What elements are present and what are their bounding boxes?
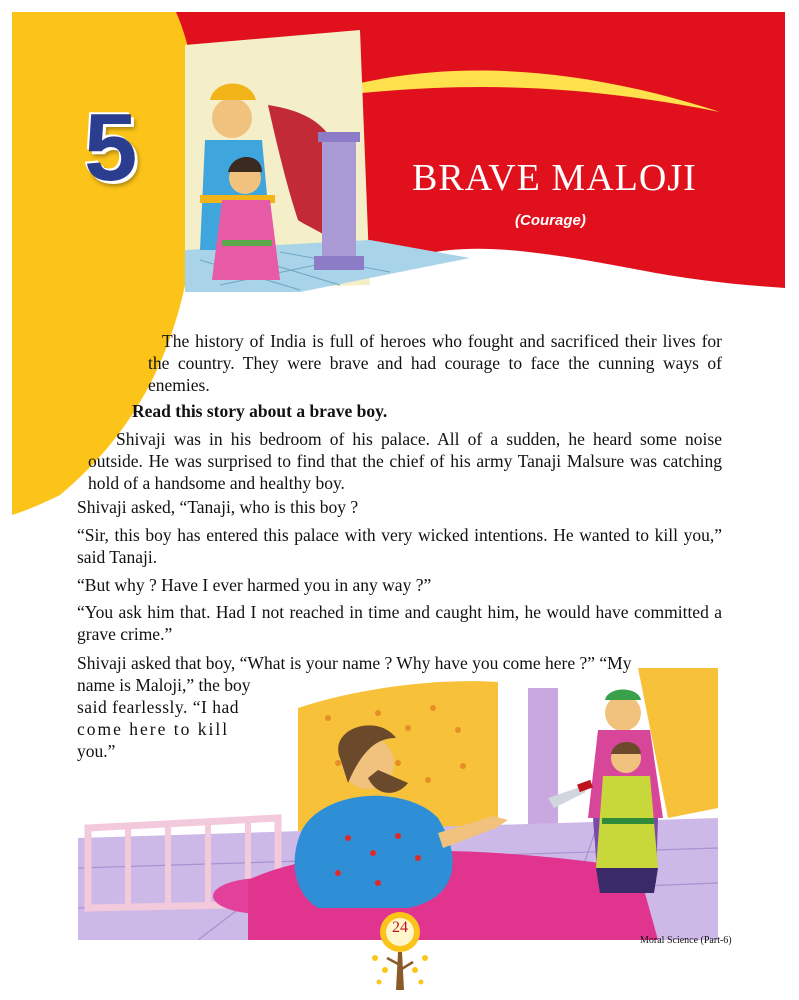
dialogue-paragraph: “Sir, this boy has entered this palace with very wicked intentions. He wanted to kill you,” said Tanaji. <box>77 525 722 567</box>
last-para-line-1: Shivaji asked that boy, “What is your name ? Why have you come here ?” “My <box>77 653 632 673</box>
dialogue-paragraph: “You ask him that. Had I not reached in time and caught him, he would have committed a grave crime.” <box>77 602 722 644</box>
bedroom-scene-illustration <box>78 668 718 940</box>
dialogue-line: Shivaji asked, “Tanaji, who is this boy ? <box>77 497 359 517</box>
last-para-line-3: said fearlessly. “I had <box>77 697 239 717</box>
last-para-line-4: come here to kill <box>77 719 230 739</box>
chapter-subtitle: (Courage) <box>515 212 586 229</box>
chapter-title: BRAVE MALOJI <box>412 157 697 199</box>
story-opening-paragraph: Shivaji was in his bedroom of his palace. All of a sudden, he heard some noise outside. He was surprised to find that the chief of his army Tanaji Malsure was catching hold of a handsome and healthy boy. <box>88 429 722 493</box>
read-prompt: Read this story about a brave boy. <box>132 401 388 421</box>
page-number: 24 <box>392 919 408 936</box>
last-para-line-2: name is Maloji,” the boy <box>77 675 251 695</box>
last-para-line-5: you.” <box>77 741 116 761</box>
intro-paragraph: The history of India is full of heroes who fought and sacrificed their lives for the country. They were brave and had courage to face the cunning ways of enemies. <box>148 331 722 395</box>
chapter-number: 5 <box>84 94 138 201</box>
dialogue-line: “But why ? Have I ever harmed you in any way ?” <box>77 575 432 595</box>
book-title-footer: Moral Science (Part-6) <box>640 935 732 946</box>
